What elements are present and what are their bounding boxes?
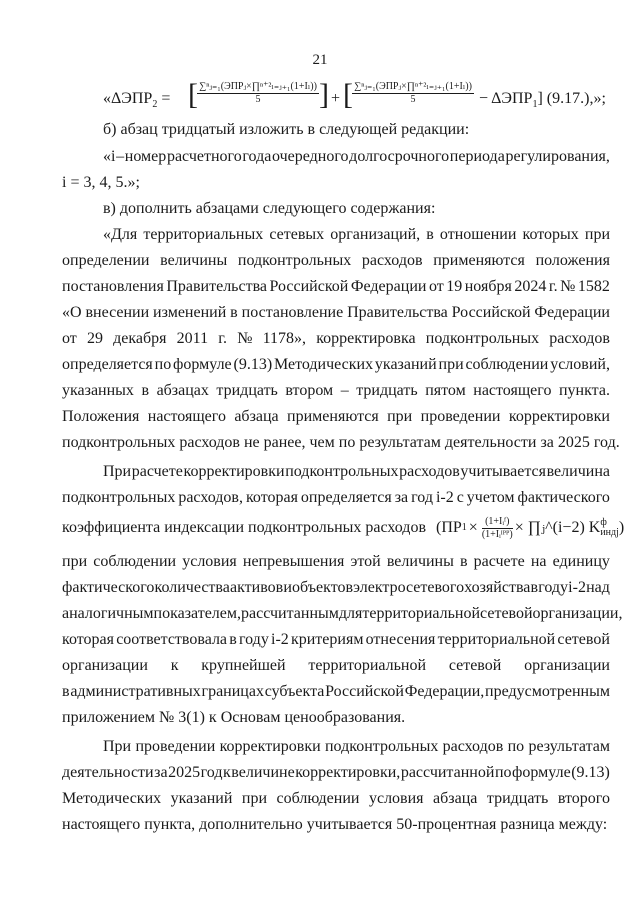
formula-lhs: «$\Delta ЭПР_2$ = — [103, 90, 171, 111]
bracket-close: ] — [319, 78, 329, 111]
bracket-open-2: [ — [343, 78, 353, 111]
text-line: приложением № 3(1) к Основам ценообразования. — [62, 709, 406, 726]
text-line: определении величины подконтрольных расходов применяются положения — [62, 252, 610, 269]
formula-9-17 — [103, 78, 613, 118]
text-line: при соблюдении условия непревышения этой величины в расчете на единицу — [62, 553, 610, 570]
text-line: «Для территориальных сетевых организаций, в отношении которых при — [103, 226, 610, 243]
plus-sign: + — [331, 90, 341, 107]
text-line: в административных границах субъекта Российской Федерации, предусмотренным — [62, 683, 610, 700]
paragraph-i-definition: «i – номер расчетного года очередного долгосрочного периода регулирования, — [103, 148, 610, 165]
paragraph-v: в) дополнить абзацами следующего содержания: — [103, 200, 436, 217]
text-line: деятельности за 2025 год к величине корректировки, рассчитанной по формуле (9.13) — [62, 764, 610, 781]
bracket-open: [ — [188, 78, 198, 111]
text-line: указанных в абзацах тридцать втором – тридцать пятом настоящего пункта. — [62, 382, 610, 399]
text-line: которая соответствовала в году i-2 критериям отнесения территориальной сетевой — [62, 631, 610, 648]
text-line: от 29 декабря 2011 г. № 1178», корректировка подконтрольных расходов — [62, 330, 610, 347]
text-line: При расчете корректировки подконтрольных расходов учитывается величина — [103, 463, 610, 480]
inline-formula-line: коэффициента индексации подконтрольных расходов (ПР 1 × $\frac{\text{(1+Iᵢᶠ)}}{\text{(1+Iᵢᴵᴾᴾ)}}$ × ∏ⱼ^(i−2) K ф индj ) — [62, 515, 625, 540]
paragraph-i-values: i = 3, 4, 5.»; — [62, 174, 140, 191]
page-number: 21 — [312, 52, 328, 68]
text-line: «О внесении изменений в постановление Правительства Российской Федерации — [62, 304, 610, 321]
text-line: фактического количества активов и объектов электросетевого хозяйства в году i-2 над — [62, 579, 610, 596]
fraction-2: ∑ⁿⱼ₌₁(ЭПРⱼ×∏ⁿ⁺²ₗ₌ⱼ₊₁(1+Iₗ)) 5 — [352, 80, 474, 106]
paragraph-b: б) абзац тридцатый изложить в следующей редакции: — [103, 121, 470, 138]
text-line: подконтрольных расходов не ранее, чем по результатам деятельности за 2025 год. — [62, 434, 620, 451]
text-line: организации к крупнейшей территориальной сетевой организации — [62, 657, 610, 674]
text-line: постановления Правительства Российской Федерации от 19 ноября 2024 г. № 1582 — [62, 278, 610, 295]
text-line: подконтрольных расходов, которая определяется за год i-2 с учетом фактического — [62, 489, 610, 506]
text-line: Положения настоящего абзаца применяются при проведении корректировки — [62, 408, 610, 425]
text-line: аналогичным показателем, рассчитанным для территориальной сетевой организации, — [62, 605, 623, 622]
text-line: настоящего пункта, дополнительно учитывается 50-процентная разница между: — [62, 816, 608, 833]
inline-formula: (ПР 1 × $\frac{\text{(1+Iᵢᶠ)}}{\text{(1+Iᵢᴵᴾᴾ)}}$ × ∏ⱼ^(i−2) K ф индj ) — [436, 515, 625, 540]
formula-rhs: − $\Delta ЭПР_1$] (9.17.),»; — [479, 90, 606, 111]
text-line: определяется по формуле (9.13) Методических указаний при соблюдении условий, — [62, 356, 610, 373]
fraction-1: ∑ⁿⱼ₌₁(ЭПРⱼ×∏ⁿ⁺²ₗ₌ⱼ₊₁(1+Iₗ)) 5 — [197, 80, 319, 106]
text-line: При проведении корректировки подконтрольных расходов по результатам — [103, 738, 610, 755]
text-line: Методических указаний при соблюдении условия абзаца тридцать второго — [62, 790, 610, 807]
